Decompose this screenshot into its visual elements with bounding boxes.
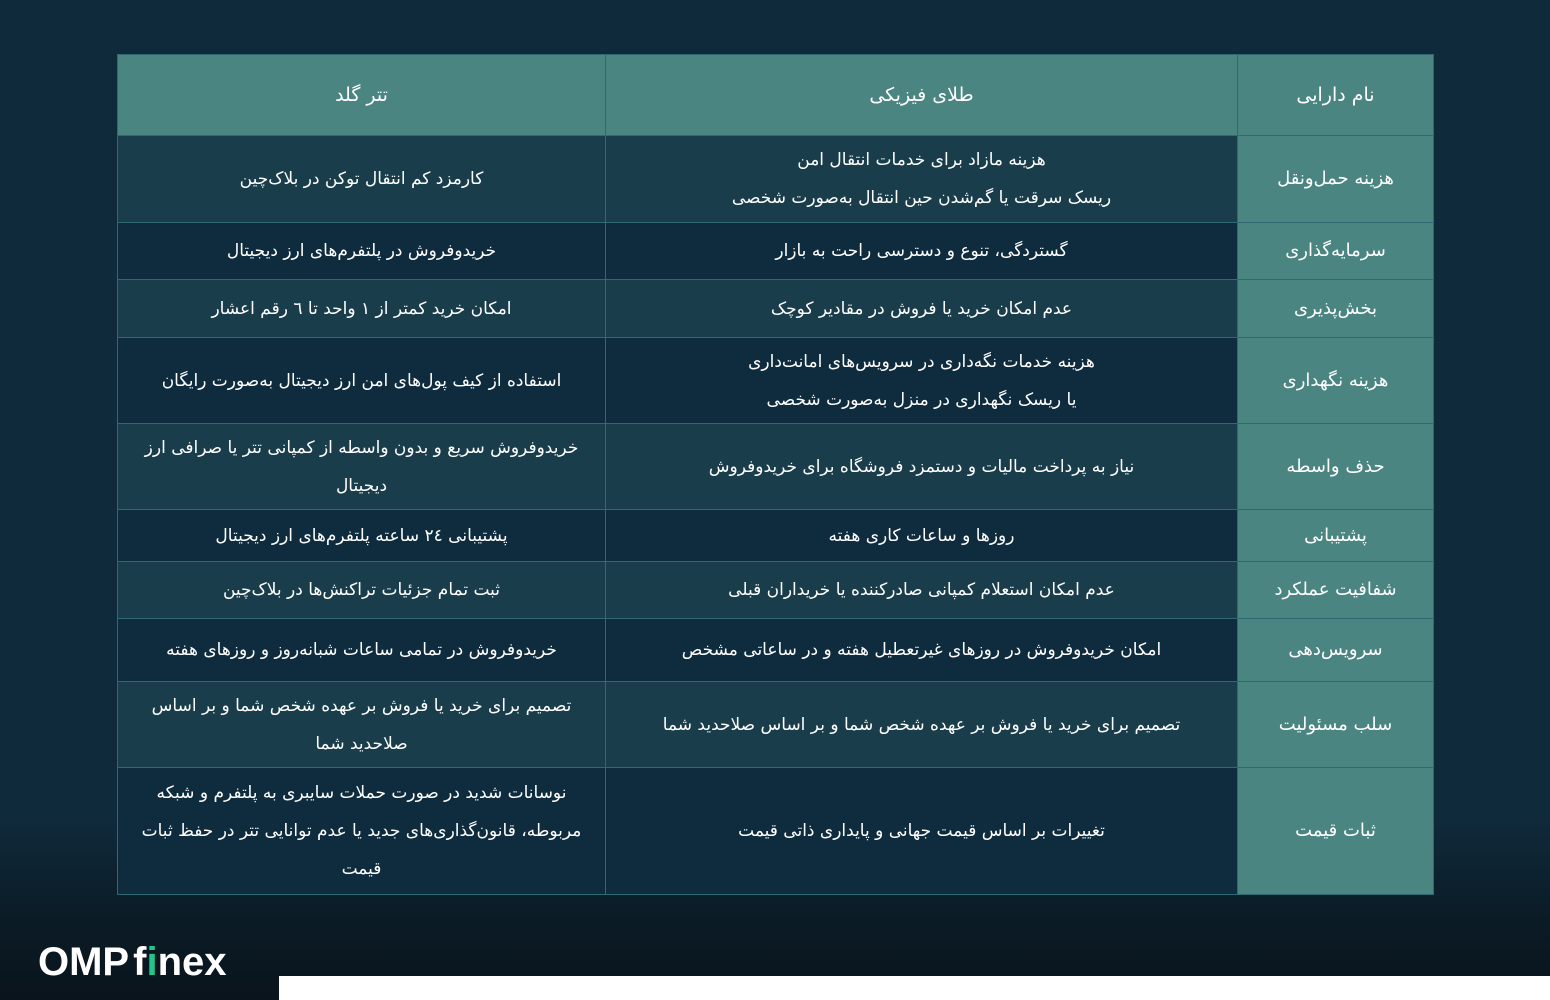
logo-text: OMP [38,939,130,984]
row-label: ثبات قیمت [1238,768,1434,895]
physical-gold-cell [606,510,1238,562]
row-label: هزینه نگهداری [1238,338,1434,424]
comparison-table [117,54,1434,895]
table-row [118,682,1434,768]
table-row [118,510,1434,562]
tether-gold-cell [118,223,606,280]
table-row [118,768,1434,895]
cell-text: تصمیم برای خرید یا فروش بر عهده شخص شما و بر اساس صلاحدید شما [662,714,1181,735]
table-row [118,223,1434,280]
physical-gold-cell [606,424,1238,510]
cell-text: تغییرات بر اساس قیمت جهانی و پایداری ذاتی قیمت [738,821,1105,841]
cell-text: استفاده از کیف پول‌های امن ارز دیجیتال به‌صورت رایگان [161,370,562,391]
cell-text: یا ریسک نگهداری در منزل به‌صورت شخصی [766,389,1077,410]
tether-gold-cell [118,136,606,223]
row-label: هزینه حمل‌ونقل [1238,136,1434,223]
logo-accent-letter: i [146,939,158,984]
header-tether-gold: تتر گلد [118,55,606,136]
cell-text: گستردگی، تنوع و دسترسی راحت به بازار [775,241,1068,261]
cell-text: خریدوفروش سریع و بدون واسطه از کمپانی تتر یا صرافی ارز دیجیتال [144,437,579,496]
physical-gold-cell [606,223,1238,280]
cell-text: امکان خریدوفروش در روزهای غیرتعطیل هفته و در ساعاتی مشخص [681,640,1162,660]
table-row [118,280,1434,338]
row-label: سرویس‌دهی [1238,619,1434,682]
physical-gold-cell [606,682,1238,768]
tether-gold-cell [118,510,606,562]
logo-text: nex [157,939,227,984]
physical-gold-cell [606,562,1238,619]
cell-text: هزینه مازاد برای خدمات انتقال امن [797,150,1046,170]
cell-text: پشتیبانی ۲٤ ساعته پلتفرم‌های ارز دیجیتال [215,525,508,546]
cell-text: امکان خرید کمتر از ۱ واحد تا ٦ رقم اعشار [211,298,512,319]
cell-text: خریدوفروش در تمامی ساعات شبانه‌روز و روزهای هفته [166,640,557,660]
cell-text: هزینه خدمات نگه‌داری در سرویس‌های امانت‌داری [748,351,1095,372]
table-header-row [118,55,1434,136]
tether-gold-cell [118,682,606,768]
tether-gold-cell [118,280,606,338]
row-label: حذف واسطه [1238,424,1434,510]
cell-text: نوسانات شدید در صورت حملات سایبری به پلتفرم و شبکه مربوطه، قانون‌گذاری‌های جدید یا عدم توانایی تتر در حفظ ثبات قیمت [141,783,582,879]
ompfinex-logo [38,940,227,984]
table-row [118,619,1434,682]
physical-gold-cell [606,619,1238,682]
tether-gold-cell [118,562,606,619]
physical-gold-cell [606,136,1238,223]
tether-gold-cell [118,424,606,510]
table-row [118,136,1434,223]
cell-text: تصمیم برای خرید یا فروش بر عهده شخص شما و بر اساس صلاحدید شما [151,695,572,754]
row-label: بخش‌پذیری [1238,280,1434,338]
row-label: پشتیبانی [1238,510,1434,562]
bottom-white-bar [279,976,1550,1000]
physical-gold-cell [606,768,1238,895]
cell-text: عدم امکان خرید یا فروش در مقادیر کوچک [770,298,1073,319]
table-row [118,338,1434,424]
table-row [118,424,1434,510]
physical-gold-cell [606,280,1238,338]
physical-gold-cell [606,338,1238,424]
cell-text: نیاز به پرداخت مالیات و دستمزد فروشگاه برای خریدوفروش [708,456,1135,477]
cell-text: ثبت تمام جزئیات تراکنش‌ها در بلاک‌چین [222,580,501,600]
header-physical-gold: طلای فیزیکی [606,55,1238,136]
tether-gold-cell [118,768,606,895]
row-label: سرمایه‌گذاری [1238,223,1434,280]
logo-text: f [133,939,147,984]
row-label: شفافیت عملکرد [1238,562,1434,619]
tether-gold-cell [118,338,606,424]
cell-text: کارمزد کم انتقال توکن در بلاک‌چین [239,169,484,189]
table-row [118,562,1434,619]
cell-text: ریسک سرقت یا گم‌شدن حین انتقال به‌صورت شخصی [731,188,1112,208]
header-asset-name: نام دارایی [1238,55,1434,136]
cell-text: خریدوفروش در پلتفرم‌های ارز دیجیتال [226,241,497,261]
row-label: سلب مسئولیت [1238,682,1434,768]
cell-text: روزها و ساعات کاری هفته [828,525,1015,546]
cell-text: عدم امکان استعلام کمپانی صادرکننده یا خریداران قبلی [728,580,1115,600]
tether-gold-cell [118,619,606,682]
